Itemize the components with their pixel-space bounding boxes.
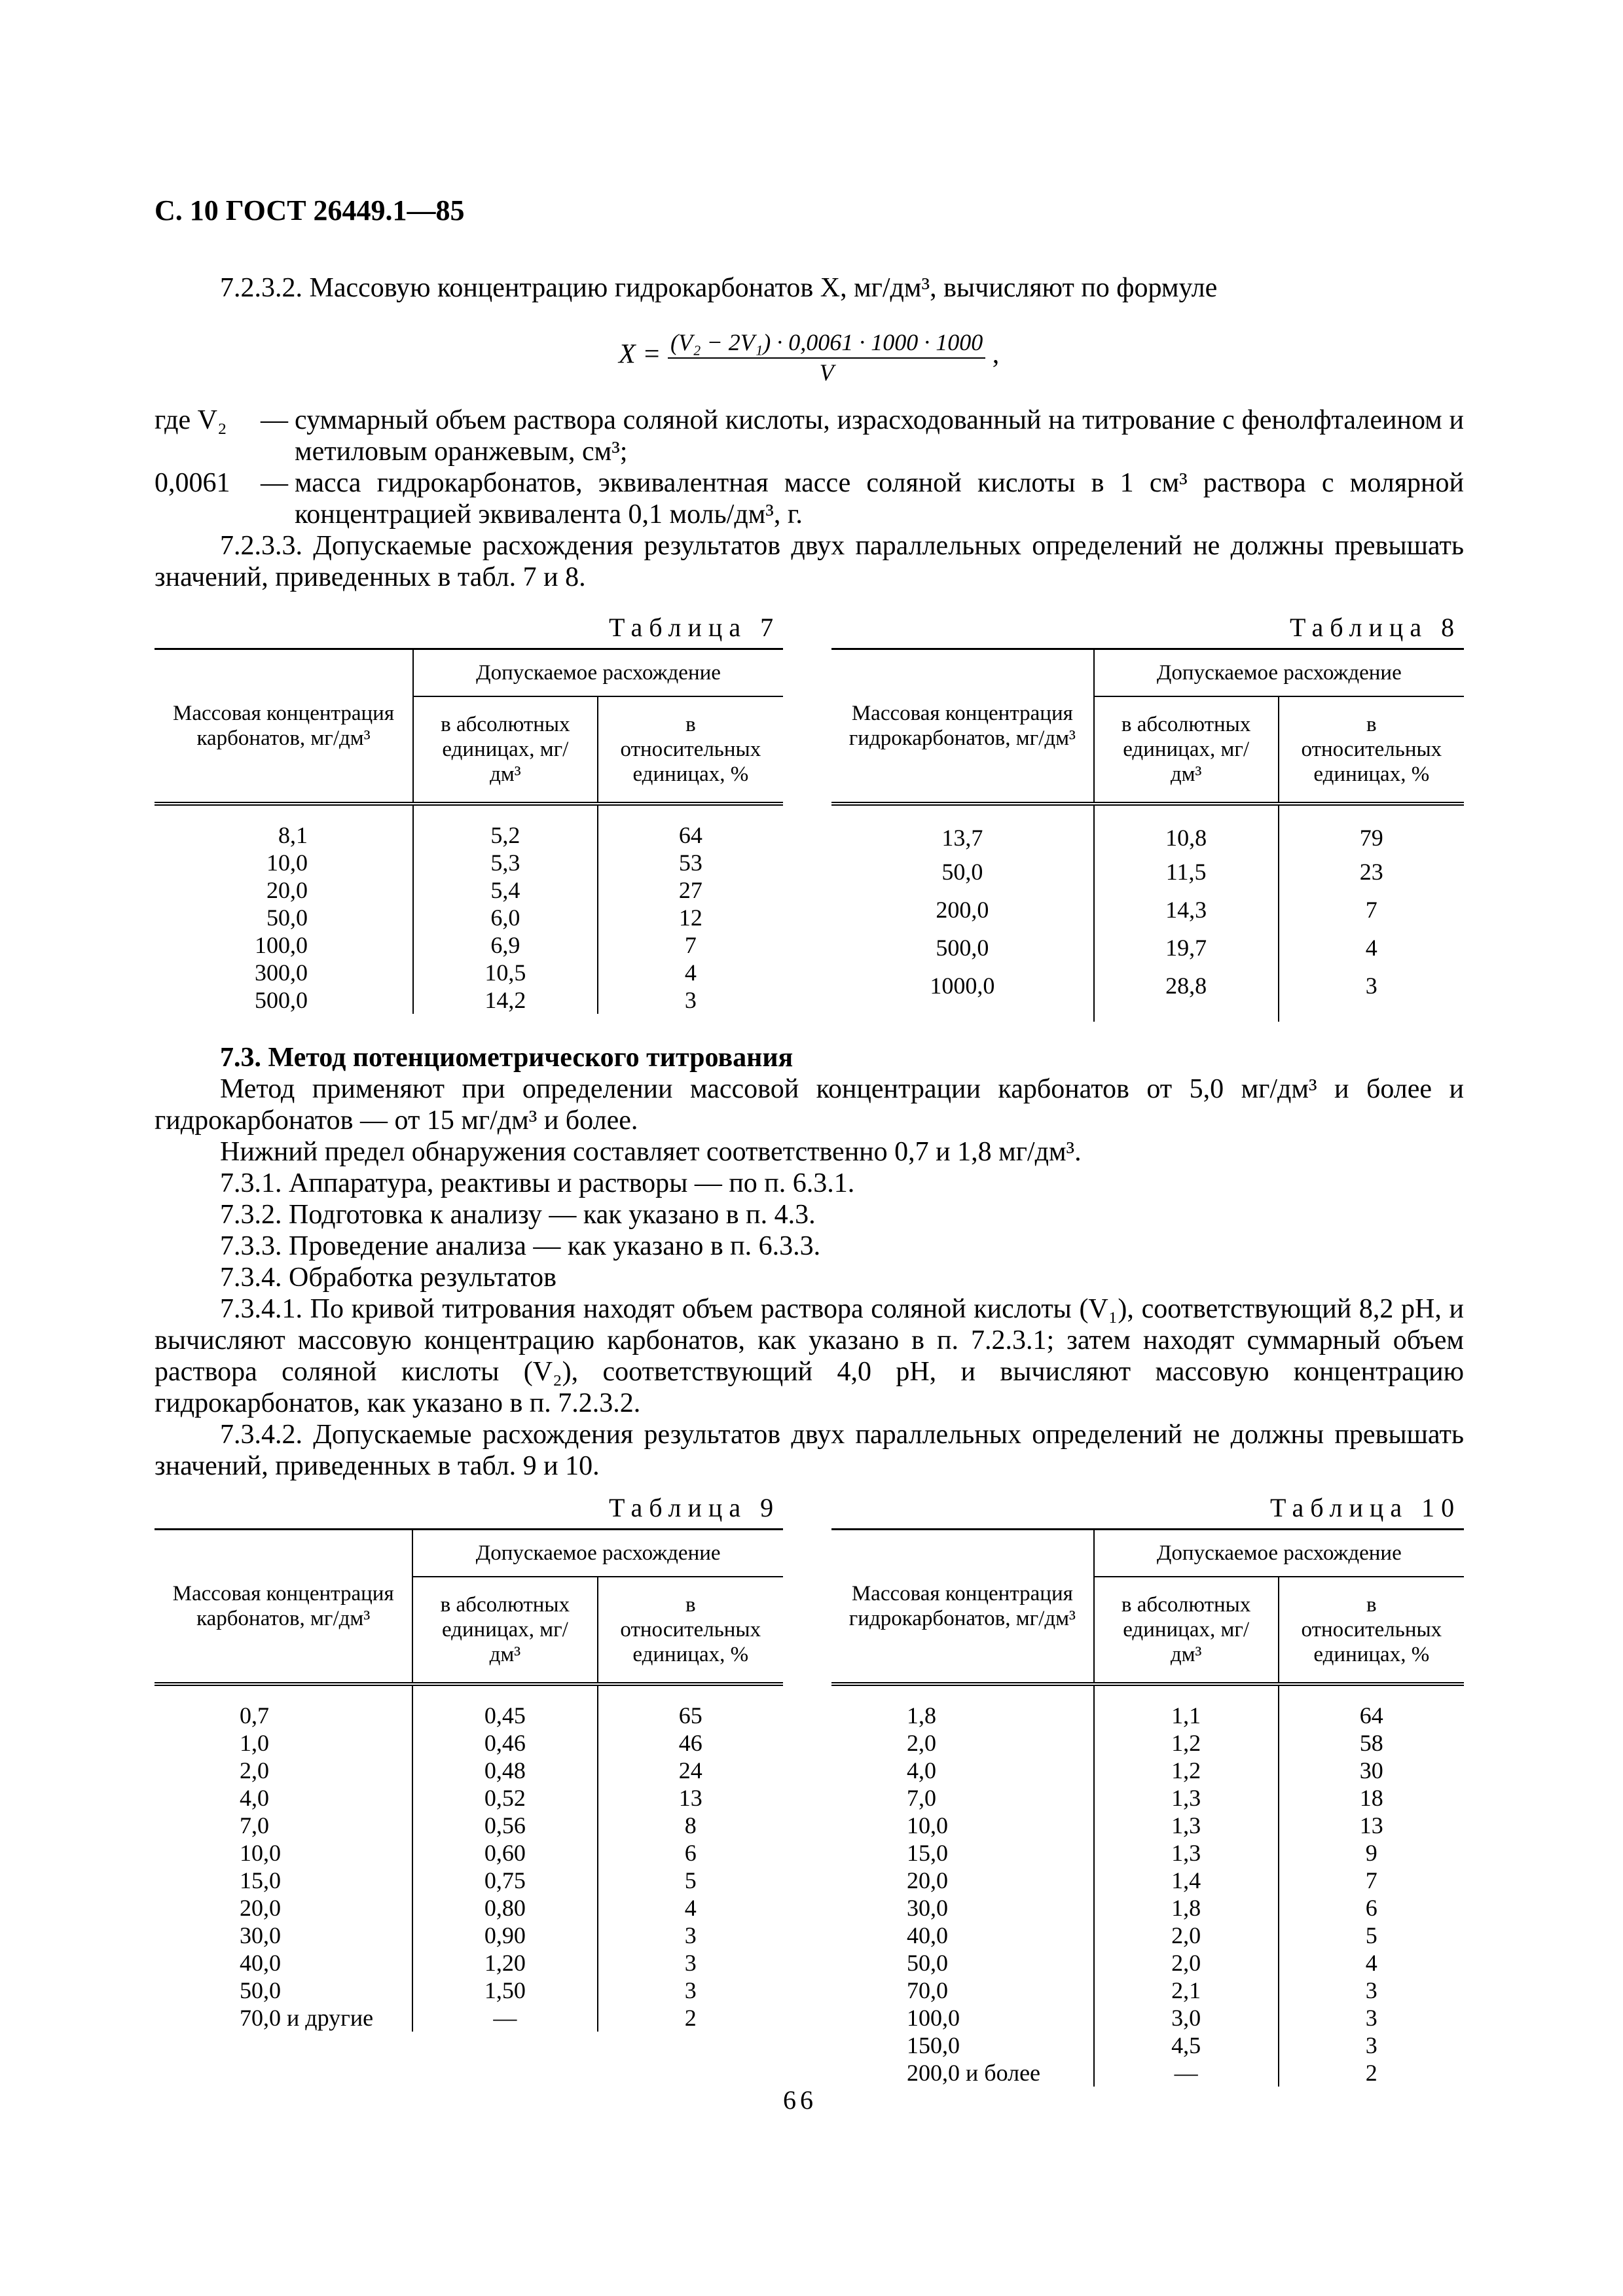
def-term-00061: 0,0061 bbox=[155, 468, 230, 498]
table8-col2-header: в абсолютных единицах, мг/дм³ bbox=[1094, 696, 1279, 804]
table8-col1-header: Массовая концентрация гидрокарбонатов, мг/дм³ bbox=[848, 702, 1076, 750]
table9-col3-header: в относительных единицах, % bbox=[598, 1577, 784, 1684]
table8-rel: 23 bbox=[1279, 858, 1464, 896]
table7 bbox=[155, 648, 783, 1014]
table8-abs: 19,7 bbox=[1094, 934, 1279, 972]
table9-col1-header: Массовая концентрация карбонатов, мг/дм³ bbox=[172, 1582, 394, 1630]
table10-group-header: Допускаемое расхождение bbox=[1094, 1530, 1464, 1577]
def-term-v2: где V₂ bbox=[155, 405, 227, 435]
table7-group-header: Допускаемое расхождение bbox=[413, 649, 783, 697]
section-7-3-title: 7.3. Метод потенциометрического титрования bbox=[220, 1043, 793, 1073]
formula bbox=[619, 327, 999, 386]
table8-rel: 7 bbox=[1279, 896, 1464, 934]
table7-col2-header: в абсолютных единицах, мг/дм³ bbox=[413, 696, 598, 804]
table8-rel: 4 bbox=[1279, 934, 1464, 972]
table8-conc: 1000,0 bbox=[930, 973, 995, 999]
table9-group-header: Допускаемое расхождение bbox=[412, 1530, 783, 1577]
paragraph-7-2-3-2: 7.2.3.2. Массовую концентрацию гидрокарбонатов X, мг/дм³, вычисляют по формуле bbox=[220, 273, 1218, 303]
paragraph-7-3-4-2: 7.3.4.2. Допускаемые расхождения результатов двух параллельных определений не должны превышать значений, приведенных в табл. 9 и 10. bbox=[155, 1420, 1464, 1481]
table7-absolute: 5,2 5,3 5,4 6,0 6,9 10,5 14,2 bbox=[413, 804, 598, 1014]
table8-conc: 500,0 bbox=[936, 935, 989, 961]
paragraph-7-3-2: 7.3.2. Подготовка к анализу — как указано в п. 4.3. bbox=[220, 1200, 816, 1230]
table9-col2-header: в абсолютных единицах, мг/дм³ bbox=[412, 1577, 597, 1684]
paragraph-7-3-3: 7.3.3. Проведение анализа — как указано в п. 6.3.3. bbox=[220, 1231, 821, 1261]
formula-lhs: X = bbox=[619, 339, 661, 370]
table10-col3-header: в относительных единицах, % bbox=[1279, 1577, 1464, 1684]
page-number: 66 bbox=[783, 2085, 817, 2115]
table8-group-header: Допускаемое расхождение bbox=[1094, 649, 1464, 697]
table8-abs: 11,5 bbox=[1094, 858, 1279, 896]
table8-conc: 200,0 bbox=[936, 897, 989, 923]
def-dash: — bbox=[261, 468, 288, 498]
table7-relative: 64 53 27 12 7 4 3 bbox=[598, 804, 783, 1014]
table8-col3-header: в относительных единицах, % bbox=[1279, 696, 1464, 804]
table8-abs: 14,3 bbox=[1094, 896, 1279, 934]
table9-caption: Таблица 9 bbox=[609, 1493, 780, 1522]
table9-concentrations: 0,7 1,0 2,0 4,0 7,0 10,0 15,0 20,0 30,0 40,0 50,0 70,0 и другие bbox=[240, 1702, 374, 2031]
paragraph-7-3-1: 7.3.1. Аппаратура, реактивы и растворы — по п. 6.3.1. bbox=[220, 1168, 855, 1198]
table10-caption: Таблица 10 bbox=[1270, 1493, 1461, 1522]
table10-col2-header: в абсолютных единицах, мг/дм³ bbox=[1094, 1577, 1279, 1684]
table9-absolute: 0,45 0,46 0,48 0,52 0,56 0,60 0,75 0,80 0,90 1,20 1,50 — bbox=[412, 1684, 597, 2032]
paragraph-7-3-a: Метод применяют при определении массовой концентрации карбонатов от 5,0 мг/дм³ и более и гидрокарбонатов — от 15 мг/дм³ и более. bbox=[155, 1074, 1464, 1136]
table9 bbox=[155, 1528, 783, 2032]
table10-absolute: 1,1 1,2 1,2 1,3 1,3 1,3 1,4 1,8 2,0 2,0 2,1 3,0 4,5 — bbox=[1094, 1684, 1279, 2087]
table8 bbox=[831, 648, 1464, 1022]
table10 bbox=[831, 1528, 1464, 2087]
table10-concentrations: 1,8 2,0 4,0 7,0 10,0 15,0 20,0 30,0 40,0 50,0 70,0 100,0 150,0 200,0 и более bbox=[907, 1702, 1041, 2086]
paragraph-7-3-b: Нижний предел обнаружения составляет соответственно 0,7 и 1,8 мг/дм³. bbox=[220, 1137, 1082, 1167]
table8-rel: 79 bbox=[1279, 804, 1464, 858]
table7-caption: Таблица 7 bbox=[609, 613, 780, 642]
def-text-v2: суммарный объем раствора соляной кислоты, израсходованный на титрование с фенолфталеином и метиловым оранжевым, см³; bbox=[295, 405, 1464, 467]
table8-row bbox=[831, 804, 1094, 858]
table10-col1-header: Массовая концентрация гидрокарбонатов, мг/дм³ bbox=[848, 1582, 1076, 1630]
table8-conc: 13,7 bbox=[941, 825, 983, 851]
table7-concentrations: 8,1 10,0 20,0 50,0 100,0 300,0 500,0 bbox=[255, 822, 308, 1013]
formula-denominator: V bbox=[819, 359, 834, 386]
table7-col3-header: в относительных единицах, % bbox=[598, 696, 783, 804]
paragraph-7-3-4: 7.3.4. Обработка результатов bbox=[220, 1263, 557, 1293]
paragraph-7-3-4-1: 7.3.4.1. По кривой титрования находят объем раствора соляной кислоты (V₁), соответствующий 8,2 pH, и вычисляют массовую концентрацию карбонатов, как указано в п. 7.2.3.1; затем находят суммарный объем раствора соляной кислоты (V₂), соответствующий 4,0 pH, и вычисляют массовую концентрацию гидрокарбонатов, как указано в п. 7.2.3.2. bbox=[155, 1294, 1464, 1418]
formula-tail: , bbox=[992, 339, 1000, 370]
paragraph-7-2-3-3: 7.2.3.3. Допускаемые расхождения результатов двух параллельных определений не должны превышать значений, приведенных в табл. 7 и 8. bbox=[155, 531, 1464, 592]
def-dash: — bbox=[261, 405, 288, 435]
page-header: С. 10 ГОСТ 26449.1—85 bbox=[155, 194, 465, 226]
formula-fraction bbox=[668, 327, 985, 386]
def-text-00061: масса гидрокарбонатов, эквивалентная массе соляной кислоты в 1 см³ раствора с молярной концентрацией эквивалента 0,1 моль/дм³, г. bbox=[295, 468, 1464, 529]
table8-abs: 10,8 bbox=[1094, 804, 1279, 858]
table8-conc: 50,0 bbox=[941, 859, 983, 885]
table9-relative: 65 46 24 13 8 6 5 4 3 3 3 2 bbox=[598, 1684, 784, 2032]
table7-col1-header: Массовая концентрация карбонатов, мг/дм³ bbox=[173, 702, 394, 750]
table8-abs: 28,8 bbox=[1094, 972, 1279, 1022]
table8-caption: Таблица 8 bbox=[1290, 613, 1461, 642]
formula-numerator: (V₂ − 2V₁) · 0,0061 · 1000 · 1000 bbox=[668, 327, 985, 359]
table10-relative: 64 58 30 18 13 9 7 6 5 4 3 3 3 2 bbox=[1279, 1684, 1464, 2087]
table8-rel: 3 bbox=[1279, 972, 1464, 1022]
